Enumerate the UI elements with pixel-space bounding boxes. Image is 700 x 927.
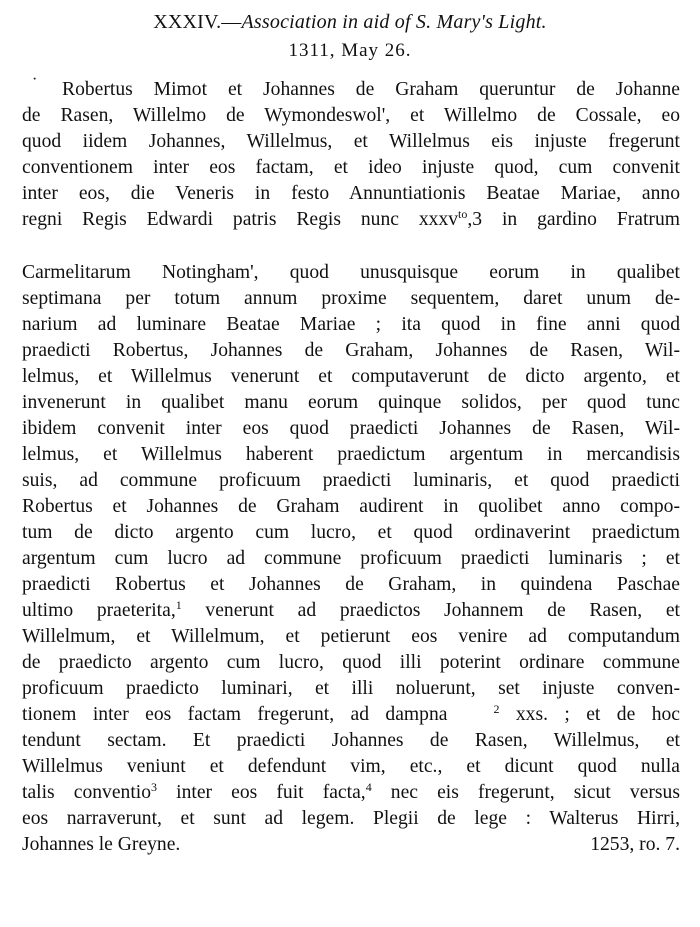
record-heading (0, 8, 700, 36)
text-line: lelmus, et Willelmus haberent praedictum argentum in mercandisis (22, 444, 680, 465)
text-line: argentum cum lucro ad commune proficuum praedicti luminaris ; et (22, 548, 680, 569)
text-line: suis, ad commune proficuum praedicti luminaris, et quod praedicti (22, 470, 680, 491)
margin-mark: · (32, 71, 38, 88)
text-line: inter eos, die Veneris in festo Annuntiationis Beatae Mariae, anno (22, 183, 680, 204)
text-fragment: xxs. ; et de hoc (499, 704, 680, 725)
text-fragment: talis conventio (22, 782, 152, 803)
record-title: Association in aid of S. Mary's Light. (241, 11, 547, 33)
roll-reference: 1253, ro. 7. (590, 834, 680, 855)
footnote-ref: ,3 (467, 209, 483, 230)
record-number: XXXIV.— (153, 11, 242, 33)
text-line: Willelmum, et Willelmum, et petierunt eos venire ad computandum (22, 626, 680, 647)
text-line (22, 207, 680, 233)
superscript: to (458, 207, 468, 221)
text-line: narium ad luminare Beatae Mariae ; ita quod in fine anni quod (22, 314, 680, 335)
text-line: Robertus Mimot et Johannes de Graham queruntur de Johanne (62, 79, 680, 100)
record-date: 1311, May 26. (288, 40, 412, 61)
text-fragment: in gardino Fratrum (482, 209, 680, 230)
text-line: Robertus et Johannes de Graham audirent in quolibet anno compo- (22, 496, 680, 517)
text-line: ibidem convenit inter eos quod praedicti Johannes de Rasen, Wil- (22, 418, 680, 439)
closing-line (22, 832, 680, 858)
text-line: de Rasen, Willelmo de Wymondeswol', et Willelmo de Cossale, eo (22, 105, 680, 126)
footnote-ref: 2 (493, 702, 500, 716)
text-line (22, 598, 680, 624)
text-line: proficuum praedicto luminari, et illi noluerunt, set injuste conven- (22, 678, 680, 699)
text-fragment: regni Regis Edwardi patris Regis nunc xxxv (22, 209, 459, 230)
text-line: Carmelitarum Notingham', quod unusquisque eorum in qualibet (22, 262, 680, 283)
footnote-ref: 3 (151, 780, 158, 794)
text-line: eos narraverunt, et sunt ad legem. Plegii de lege : Walterus Hirri, (22, 808, 680, 829)
text-line: de praedicto argento cum lucro, quod illi poterint ordinare commune (22, 652, 680, 673)
text-fragment: inter eos fuit facta, (157, 782, 366, 803)
footnote-ref: 1 (175, 598, 182, 612)
text-line: lelmus, et Willelmus venerunt et computaverunt de dicto argento, et (22, 366, 680, 387)
text-line (22, 702, 680, 728)
text-line (22, 780, 680, 806)
text-line: praedicti Robertus, Johannes de Graham, Johannes de Rasen, Wil- (22, 340, 680, 361)
text-line: Willelmus veniunt et defendunt vim, etc., et dicunt quod nulla (22, 756, 680, 777)
text-line: praedicti Robertus et Johannes de Graham, in quindena Paschae (22, 574, 680, 595)
text-line: invenerunt in qualibet manu eorum quinque solidos, per quod tunc (22, 392, 680, 413)
text-fragment: ultimo praeterita, (22, 600, 176, 621)
footnote-ref: 4 (365, 780, 372, 794)
closing-names: Johannes le Greyne. (22, 834, 181, 855)
text-line: tum de dicto argento cum lucro, et quod ordinaverint praedictum (22, 522, 680, 543)
text-line: conventionem inter eos factam, et ideo injuste quod, cum convenit (22, 157, 680, 178)
paragraph-2 (22, 260, 680, 858)
text-fragment: nec eis fregerunt, sicut versus (371, 782, 680, 803)
text-fragment: tionem inter eos factam fregerunt, ad dampna (22, 704, 448, 725)
text-line: quod iidem Johannes, Willelmus, et Willelmus eis injuste fregerunt (22, 131, 680, 152)
text-line: septimana per totum annum proxime sequentem, daret unum de- (22, 288, 680, 309)
paragraph-1 (22, 77, 680, 233)
text-fragment: venerunt ad praedictos Johannem de Rasen, et (181, 600, 680, 621)
text-line: tendunt sectam. Et praedicti Johannes de Rasen, Willelmus, et (22, 730, 680, 751)
